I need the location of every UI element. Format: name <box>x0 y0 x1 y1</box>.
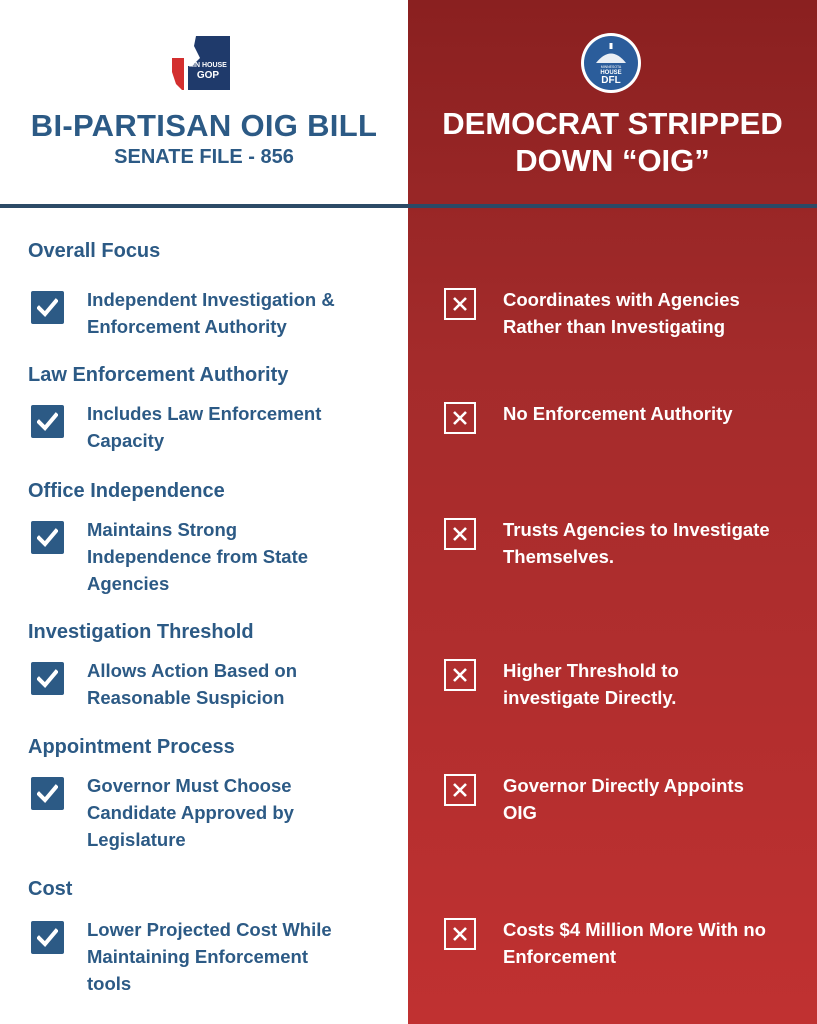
x-mark-icon <box>444 402 476 434</box>
feature-line: Trusts Agencies to Investigate <box>503 519 770 540</box>
bipartisan-feature <box>87 772 387 853</box>
right-title <box>408 105 817 179</box>
feature-line: Reasonable Suspicion <box>87 687 285 708</box>
checkmark-icon <box>31 921 64 954</box>
bipartisan-feature <box>87 400 387 454</box>
right-title-line-1: DEMOCRAT STRIPPED <box>442 106 783 141</box>
bipartisan-feature <box>87 657 387 711</box>
feature-line: Governor Must Choose <box>87 775 292 796</box>
gop-logo-text-top: MN HOUSE <box>189 62 227 69</box>
category-heading: Overall Focus <box>28 240 161 262</box>
x-mark-icon <box>444 518 476 550</box>
left-subtitle: SENATE FILE - 856 <box>114 146 294 168</box>
checkmark-icon <box>31 521 64 554</box>
mn-house-gop-logo <box>170 36 230 90</box>
category-heading: Office Independence <box>28 480 225 502</box>
feature-line: Rather than Investigating <box>503 316 726 337</box>
feature-line: Maintains Strong <box>87 519 238 540</box>
feature-line: Includes Law Enforcement <box>87 403 322 424</box>
gop-logo-text-bottom: GOP <box>196 70 220 81</box>
category-heading: Investigation Threshold <box>28 621 254 643</box>
x-mark-icon <box>444 288 476 320</box>
bipartisan-feature <box>87 916 387 997</box>
feature-line: Lower Projected Cost While <box>87 919 332 940</box>
bipartisan-feature <box>87 286 387 340</box>
feature-line: Coordinates with Agencies <box>503 289 740 310</box>
feature-line: Higher Threshold to <box>503 660 679 681</box>
x-mark-icon <box>444 774 476 806</box>
feature-line: Capacity <box>87 430 165 451</box>
feature-line: Enforcement <box>503 946 617 967</box>
checkmark-icon <box>31 662 64 695</box>
democrat-feature <box>503 772 803 826</box>
feature-line: Independent Investigation & <box>87 289 335 310</box>
democrat-feature <box>503 916 803 970</box>
category-heading: Cost <box>28 878 73 900</box>
feature-line: No Enforcement Authority <box>503 403 733 424</box>
feature-line: Allows Action Based on <box>87 660 298 681</box>
dfl-logo-text-state: MINNESOTA <box>600 65 622 69</box>
bipartisan-feature <box>87 516 387 597</box>
democrat-feature <box>503 516 803 570</box>
feature-line: Enforcement Authority <box>87 316 287 337</box>
democrat-feature <box>503 400 803 427</box>
mn-house-dfl-logo <box>580 32 642 94</box>
democrat-feature <box>503 286 803 340</box>
x-mark-icon <box>444 918 476 950</box>
feature-line: Legislature <box>87 829 186 850</box>
checkmark-icon <box>31 291 64 324</box>
header-divider <box>0 204 817 208</box>
feature-line: Maintaining Enforcement <box>87 946 308 967</box>
feature-line: investigate Directly. <box>503 687 677 708</box>
checkmark-icon <box>31 777 64 810</box>
feature-line: OIG <box>503 802 537 823</box>
feature-line: Themselves. <box>503 546 615 567</box>
feature-line: Governor Directly Appoints <box>503 775 744 796</box>
feature-line: Agencies <box>87 573 170 594</box>
right-title-line-2: DOWN “OIG” <box>515 143 710 178</box>
checkmark-icon <box>31 405 64 438</box>
feature-line: Candidate Approved by <box>87 802 294 823</box>
democrat-feature <box>503 657 803 711</box>
x-mark-icon <box>444 659 476 691</box>
feature-line: Costs $4 Million More With no <box>503 919 766 940</box>
left-title: BI-PARTISAN OIG BILL <box>30 108 378 143</box>
category-heading: Law Enforcement Authority <box>28 364 289 386</box>
feature-line: Independence from State <box>87 546 309 567</box>
dfl-logo-text-house: HOUSE <box>600 70 622 76</box>
feature-line: tools <box>87 973 132 994</box>
category-heading: Appointment Process <box>28 736 235 758</box>
dfl-logo-text-dfl: DFL <box>601 75 621 86</box>
